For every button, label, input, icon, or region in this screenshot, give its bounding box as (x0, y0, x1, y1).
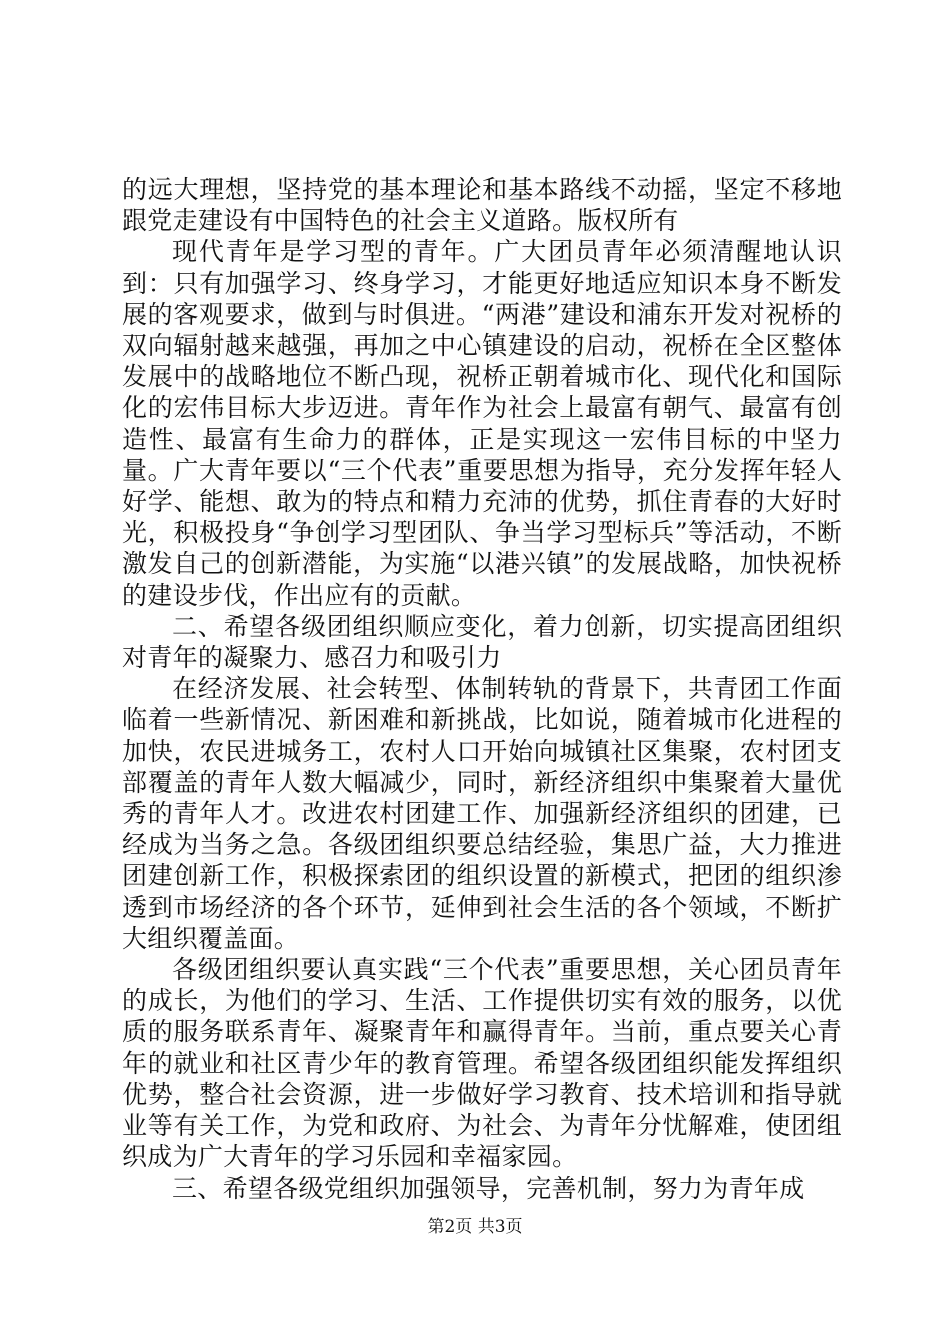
document-body (122, 174, 842, 1204)
paragraph-4: 各级团组织要认真实践“三个代表”重要思想，关心团员青年的成长，为他们的学习、生活、工作提供切实有效的服务，以优质的服务联系青年、凝聚青年和赢得青年。当前，重点要关心青年的就业和社区青少年的教育管理。希望各级团组织能发挥组织优势，整合社会资源，进一步做好学习教育、技术培训和指导就业等有关工作，为党和政府、为社会、为青年分忧解难，使团组织成为广大青年的学习乐园和幸福家园。 (122, 955, 842, 1172)
section-heading-3: 三、希望各级党组织加强领导，完善机制，努力为青年成 (172, 1173, 805, 1203)
paragraph-3: 在经济发展、社会转型、体制转轨的背景下，共青团工作面临着一些新情况、新困难和新挑战，比如说，随着城市化进程的加快，农民进城务工，农村人口开始向城镇社区集聚，农村团支部覆盖的青年人数大幅减少，同时，新经济组织中集聚着大量优秀的青年人才。改进农村团建工作、加强新经济组织的团建，已经成为当务之急。各级团组织要总结经验，集思广益，大力推进团建创新工作，积极探索团的组织设置的新模式，把团的组织渗透到市场经济的各个环节，延伸到社会生活的各个领域，不断扩大组织覆盖面。 (122, 674, 842, 953)
paragraph-1: 的远大理想，坚持党的基本理论和基本路线不动摇，坚定不移地跟党走建设有中国特色的社会主义道路。版权所有 (122, 175, 842, 236)
paragraph-2: 现代青年是学习型的青年。广大团员青年必须清醒地认识到：只有加强学习、终身学习，才能更好地适应知识本身不断发展的客观要求，做到与时俱进。“两港”建设和浦东开发对祝桥的双向辐射越来越强，再加之中心镇建设的启动，祝桥在全区整体发展中的战略地位不断凸现，祝桥正朝着城市化、现代化和国际化的宏伟目标大步迈进。青年作为社会上最富有朝气、最富有创造性、最富有生命力的群体，正是实现这一宏伟目标的中坚力量。广大青年要以“三个代表”重要思想为指导，充分发挥年轻人好学、能想、敢为的特点和精力充沛的优势，抓住青春的大好时光，积极投身“争创学习型团队、争当学习型标兵”等活动，不断激发自己的创新潜能，为实施“以港兴镇”的发展战略，加快祝桥的建设步伐，作出应有的贡献。 (122, 237, 842, 610)
section-heading-2: 二、希望各级团组织顺应变化，着力创新，切实提高团组织对青年的凝聚力、感召力和吸引力 (122, 611, 842, 673)
page-footer: 第2页 共3页 (427, 1217, 523, 1237)
